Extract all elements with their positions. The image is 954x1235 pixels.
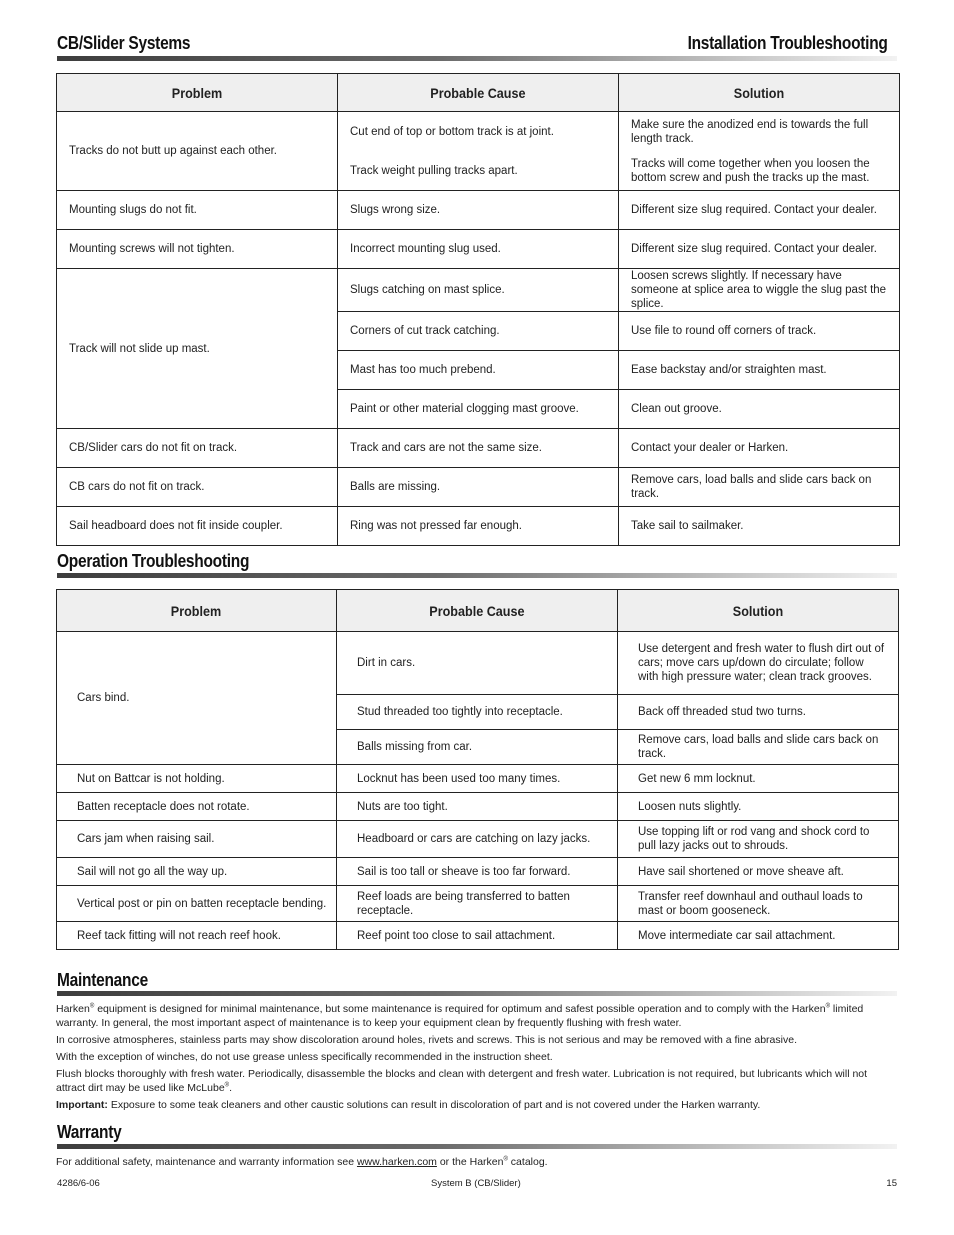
table-row bbox=[57, 269, 900, 312]
warranty-section-title: Warranty bbox=[57, 1122, 122, 1142]
solution-cell: Use file to round off corners of track. bbox=[619, 312, 900, 351]
cause-cell: Corners of cut track catching. bbox=[338, 312, 619, 351]
maintenance-paragraph: Harken® equipment is designed for minimal maintenance, but some maintenance is required for optimum and safest possible operation and to comply with the Harken® limited warranty. In general, the most important aspect of maintenance is to keep your equipment clean by frequently flushing with fresh water. bbox=[56, 1003, 864, 1029]
operation-section-title: Operation Troubleshooting bbox=[57, 551, 250, 571]
footer-system-label: System B (CB/Slider) bbox=[431, 1178, 521, 1189]
column-header-cause: Probable Cause bbox=[338, 74, 619, 112]
cause-text: Track weight pulling tracks apart. bbox=[350, 164, 518, 177]
header-rule bbox=[57, 56, 897, 61]
table-row bbox=[57, 468, 900, 507]
maintenance-important: Important: Exposure to some teak cleaners and other caustic solutions can result in discoloration of part and is not covered under the Harken warranty. bbox=[56, 1099, 761, 1111]
solution-cell: Contact your dealer or Harken. bbox=[619, 429, 900, 468]
solution-cell: Use detergent and fresh water to flush dirt out of cars; move cars up/down do circulate; follow with high pressure water; clean track grooves. bbox=[618, 632, 899, 695]
problem-cell: Vertical post or pin on batten receptacle bending. bbox=[57, 886, 337, 922]
cause-cell: Incorrect mounting slug used. bbox=[338, 230, 619, 269]
cause-cell: Dirt in cars. bbox=[337, 632, 618, 695]
maintenance-text bbox=[56, 1002, 896, 1115]
table-row bbox=[57, 632, 899, 695]
cause-cell: Sail is too tall or sheave is too far forward. bbox=[337, 858, 618, 886]
table-row bbox=[57, 922, 899, 950]
cause-cell: Track and cars are not the same size. bbox=[338, 429, 619, 468]
problem-cell: Mounting screws will not tighten. bbox=[57, 230, 338, 269]
problem-cell: Sail will not go all the way up. bbox=[57, 858, 337, 886]
cause-cell: Nuts are too tight. bbox=[337, 793, 618, 821]
installation-troubleshooting-table bbox=[56, 73, 900, 546]
cause-cell: Balls are missing. bbox=[338, 468, 619, 507]
column-header-problem: Problem bbox=[57, 74, 338, 112]
warranty-text: For additional safety, maintenance and warranty information see www.harken.com or the Harken® catalog. bbox=[56, 1156, 548, 1168]
page-number: 15 bbox=[886, 1178, 897, 1189]
table-row bbox=[57, 765, 899, 793]
table-row bbox=[57, 821, 899, 858]
solution-cell: Different size slug required. Contact your dealer. bbox=[619, 230, 900, 269]
solution-cell: Get new 6 mm locknut. bbox=[618, 765, 899, 793]
solution-cell bbox=[619, 112, 900, 191]
solution-cell: Use topping lift or rod vang and shock cord to pull lazy jacks out to shrouds. bbox=[618, 821, 899, 858]
warranty-rule bbox=[57, 1144, 897, 1149]
problem-cell: Cars jam when raising sail. bbox=[57, 821, 337, 858]
document-number: 4286/6-06 bbox=[57, 1178, 100, 1189]
column-header-cause: Probable Cause bbox=[337, 590, 618, 632]
solution-cell: Have sail shortened or move sheave aft. bbox=[618, 858, 899, 886]
harken-website-link[interactable]: www.harken.com bbox=[356, 1156, 437, 1168]
table-row bbox=[57, 230, 900, 269]
page-title: Installation Troubleshooting bbox=[687, 33, 888, 53]
cause-text: Cut end of top or bottom track is at joint. bbox=[350, 125, 554, 138]
cause-cell: Paint or other material clogging mast groove. bbox=[338, 390, 619, 429]
solution-cell: Transfer reef downhaul and outhaul loads to mast or boom gooseneck. bbox=[618, 886, 899, 922]
table-row bbox=[57, 858, 899, 886]
cause-cell: Slugs catching on mast splice. bbox=[338, 269, 619, 312]
problem-cell: Track will not slide up mast. bbox=[57, 269, 338, 429]
cause-cell: Ring was not pressed far enough. bbox=[338, 507, 619, 546]
cause-cell: Locknut has been used too many times. bbox=[337, 765, 618, 793]
solution-cell: Ease backstay and/or straighten mast. bbox=[619, 351, 900, 390]
solution-cell: Take sail to sailmaker. bbox=[619, 507, 900, 546]
maintenance-paragraph: With the exception of winches, do not use grease unless specifically recommended in the instruction sheet. bbox=[56, 1051, 553, 1063]
solution-cell: Different size slug required. Contact your dealer. bbox=[619, 191, 900, 230]
column-header-solution: Solution bbox=[619, 74, 900, 112]
column-header-problem: Problem bbox=[57, 590, 337, 632]
cause-cell: Stud threaded too tightly into receptacle. bbox=[337, 695, 618, 730]
table-row bbox=[57, 886, 899, 922]
cause-cell: Reef point too close to sail attachment. bbox=[337, 922, 618, 950]
solution-cell: Clean out groove. bbox=[619, 390, 900, 429]
maintenance-section-title: Maintenance bbox=[57, 970, 148, 990]
table-row bbox=[57, 112, 900, 191]
table-row bbox=[57, 507, 900, 546]
table-row bbox=[57, 793, 899, 821]
problem-cell: Mounting slugs do not fit. bbox=[57, 191, 338, 230]
cause-cell: Headboard or cars are catching on lazy jacks. bbox=[337, 821, 618, 858]
solution-cell: Loosen screws slightly. If necessary have someone at splice area to wiggle the slug past the splice. bbox=[619, 269, 900, 312]
table-row bbox=[57, 429, 900, 468]
operation-troubleshooting-table bbox=[56, 589, 899, 950]
problem-cell: Cars bind. bbox=[57, 632, 337, 765]
cause-cell: Reef loads are being transferred to batten receptacle. bbox=[337, 886, 618, 922]
problem-cell: Nut on Battcar is not holding. bbox=[57, 765, 337, 793]
solution-cell: Back off threaded stud two turns. bbox=[618, 695, 899, 730]
operation-rule bbox=[57, 573, 897, 578]
cause-cell bbox=[338, 112, 619, 191]
maintenance-rule bbox=[57, 991, 897, 996]
problem-cell: Reef tack fitting will not reach reef hook. bbox=[57, 922, 337, 950]
table-row bbox=[57, 191, 900, 230]
column-header-solution: Solution bbox=[618, 590, 899, 632]
solution-cell: Move intermediate car sail attachment. bbox=[618, 922, 899, 950]
table-header-row bbox=[57, 590, 899, 632]
problem-cell: Sail headboard does not fit inside coupler. bbox=[57, 507, 338, 546]
solution-cell: Remove cars, load balls and slide cars back on track. bbox=[619, 468, 900, 507]
solution-cell: Remove cars, load balls and slide cars back on track. bbox=[618, 730, 899, 765]
page-section-title: CB/Slider Systems bbox=[57, 33, 191, 53]
problem-cell: CB/Slider cars do not fit on track. bbox=[57, 429, 338, 468]
solution-text: Tracks will come together when you loosen the bottom screw and push the tracks up the mast. bbox=[631, 157, 870, 184]
cause-cell: Balls missing from car. bbox=[337, 730, 618, 765]
table-header-row bbox=[57, 74, 900, 112]
solution-text: Make sure the anodized end is towards the full length track. bbox=[631, 118, 869, 145]
cause-cell: Slugs wrong size. bbox=[338, 191, 619, 230]
solution-cell: Loosen nuts slightly. bbox=[618, 793, 899, 821]
maintenance-paragraph: Flush blocks thoroughly with fresh water. Periodically, disassemble the blocks and clean with detergent and fresh water. Lubrication is not required, but lubricants which will not attract dirt may be used like McLube®. bbox=[56, 1068, 868, 1094]
problem-cell: CB cars do not fit on track. bbox=[57, 468, 338, 507]
problem-cell: Tracks do not butt up against each other. bbox=[57, 112, 338, 191]
cause-cell: Mast has too much prebend. bbox=[338, 351, 619, 390]
problem-cell: Batten receptacle does not rotate. bbox=[57, 793, 337, 821]
maintenance-paragraph: In corrosive atmospheres, stainless parts may show discoloration around holes, rivets and screws. This is not serious and may be removed with a fine abrasive. bbox=[56, 1034, 797, 1046]
